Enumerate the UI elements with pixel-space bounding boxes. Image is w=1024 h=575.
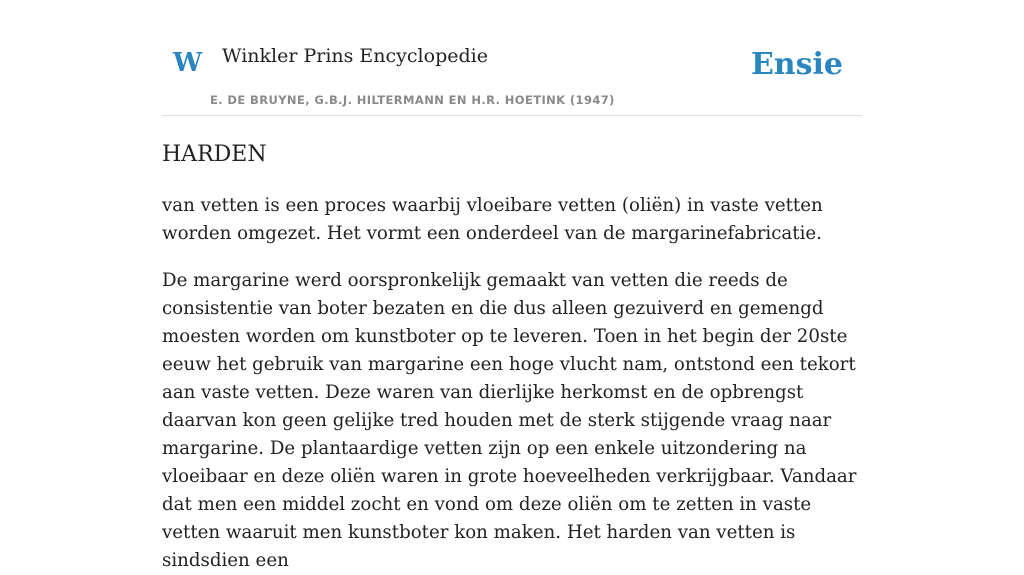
source-title-link[interactable]: Winkler Prins Encyclopedie: [222, 45, 488, 67]
source-logo-w[interactable]: W: [173, 48, 203, 78]
article-title: HARDEN: [162, 142, 267, 167]
source-authors: E. DE BRUYNE, G.B.J. HILTERMANN EN H.R. HOETINK (1947): [210, 93, 615, 107]
article: [162, 140, 862, 575]
source-header: [162, 0, 862, 116]
ensie-logo[interactable]: Ensie: [750, 47, 843, 82]
article-paragraph: van vetten is een proces waarbij vloeibare vetten (oliën) in vaste vetten worden omgezet. Het vormt een onderdeel van de margarinefabricatie.: [162, 195, 823, 244]
article-paragraph: De margarine werd oorspronkelijk gemaakt van vetten die reeds de consistentie van boter bezaten en die dus alleen gezuiverd en gemengd moesten worden om kunstboter op te leveren. Toen in het begin der 20ste eeuw het gebruik van margarine een hoge vlucht nam, ontstond een tekort aan vaste vetten. Deze waren van dierlijke herkomst en de opbrengst daarvan kon geen gelijke tred houden met de sterk stijgende vraag naar margarine. De plantaardige vetten zijn op een enkele uitzondering na vloeibaar en deze oliën waren in grote hoeveelheden verkrijgbaar. Vandaar dat men een middel zocht en vond om deze oliën om te zetten in vaste vetten waaruit men kunstboter kon maken. Het harden van vetten is sindsdien een: [162, 270, 857, 571]
